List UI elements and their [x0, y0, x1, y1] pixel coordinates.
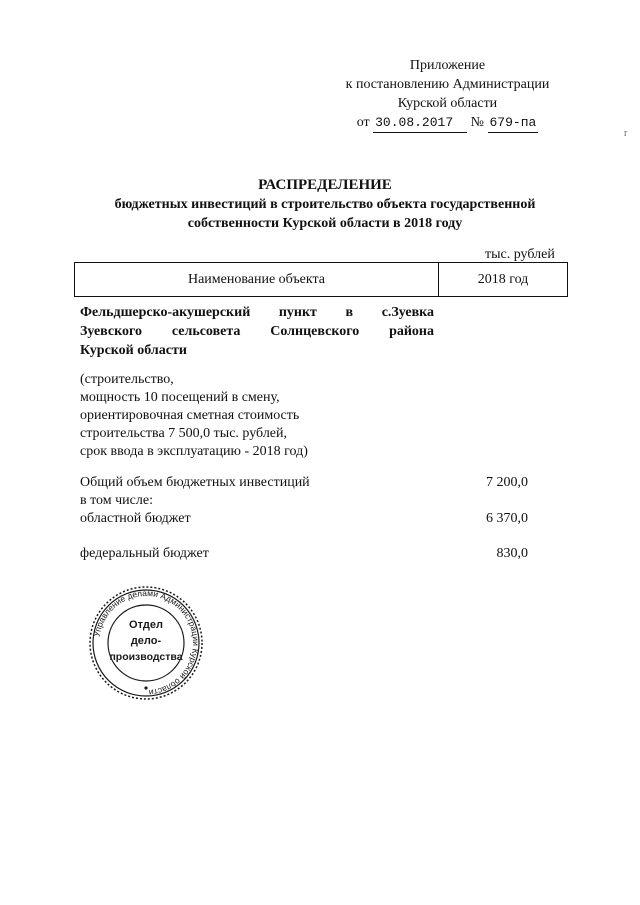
- object-name-word: сельсовета: [171, 324, 241, 339]
- appendix-resolution: к постановлению Администрации: [345, 77, 550, 92]
- column-header-year: 2018 год: [477, 272, 529, 287]
- stamp-line-1: Отдел: [129, 619, 163, 631]
- object-name-line-2: [80, 322, 434, 341]
- object-name-word: района: [389, 324, 434, 339]
- object-name: [80, 303, 434, 360]
- units-label: тыс. рублей: [485, 247, 555, 262]
- details-line: (строительство,: [80, 372, 174, 387]
- stamp-line-2: дело-: [130, 635, 162, 647]
- object-name-line-1: [80, 303, 434, 322]
- object-name-word: Зуевского: [80, 324, 143, 339]
- appendix-date-line: [330, 113, 565, 133]
- federal-budget-value: 830,0: [496, 546, 528, 561]
- details-line: срок ввода в эксплуатацию - 2018 год): [80, 444, 308, 459]
- total-investment-label: Общий объем бюджетных инвестиций: [80, 475, 310, 490]
- resolution-date: 30.08.2017: [373, 113, 467, 133]
- title-line-3: собственности Курской области в 2018 году: [187, 216, 463, 231]
- office-stamp: [81, 586, 211, 701]
- title-line-2: бюджетных инвестиций в строительство объекта государственной: [114, 197, 536, 212]
- object-name-word: в: [345, 305, 354, 320]
- stamp-ring-text: Управление делами Администрации Курской области: [91, 587, 202, 698]
- details-line: мощность 10 посещений в смену,: [80, 390, 280, 405]
- object-name-word: с.Зуевка: [381, 305, 434, 320]
- total-investment-value: 7 200,0: [486, 475, 528, 490]
- object-name-word: пункт: [278, 305, 317, 320]
- title-heading: РАСПРЕДЕЛЕНИЕ: [258, 177, 392, 193]
- object-name-line-3: Курской области: [80, 343, 187, 358]
- details-line: строительства 7 500,0 тыс. рублей,: [80, 426, 288, 441]
- object-name-word: Фельдшерско-акушерский: [80, 305, 251, 320]
- table-header: [74, 262, 568, 297]
- appendix-title: Приложение: [409, 58, 486, 73]
- from-prefix: от: [356, 115, 370, 130]
- stamp-line-3: производства: [109, 651, 183, 663]
- object-name-word: Солнцевского: [270, 324, 360, 339]
- federal-budget-label: федеральный бюджет: [80, 546, 209, 561]
- document-title: [60, 176, 590, 233]
- stamp-seal-icon: [81, 586, 211, 701]
- regional-budget-value: 6 370,0: [486, 511, 528, 526]
- including-label: в том числе:: [80, 493, 153, 508]
- object-details: [80, 371, 308, 461]
- number-prefix: №: [470, 115, 484, 130]
- margin-mark: r: [624, 128, 628, 139]
- appendix-header: [330, 56, 565, 133]
- details-line: ориентировочная сметная стоимость: [80, 408, 300, 423]
- resolution-number: 679-па: [488, 113, 539, 133]
- appendix-region: Курской области: [397, 96, 498, 111]
- column-header-object: Наименование объекта: [75, 263, 439, 296]
- regional-budget-label: областной бюджет: [80, 511, 191, 526]
